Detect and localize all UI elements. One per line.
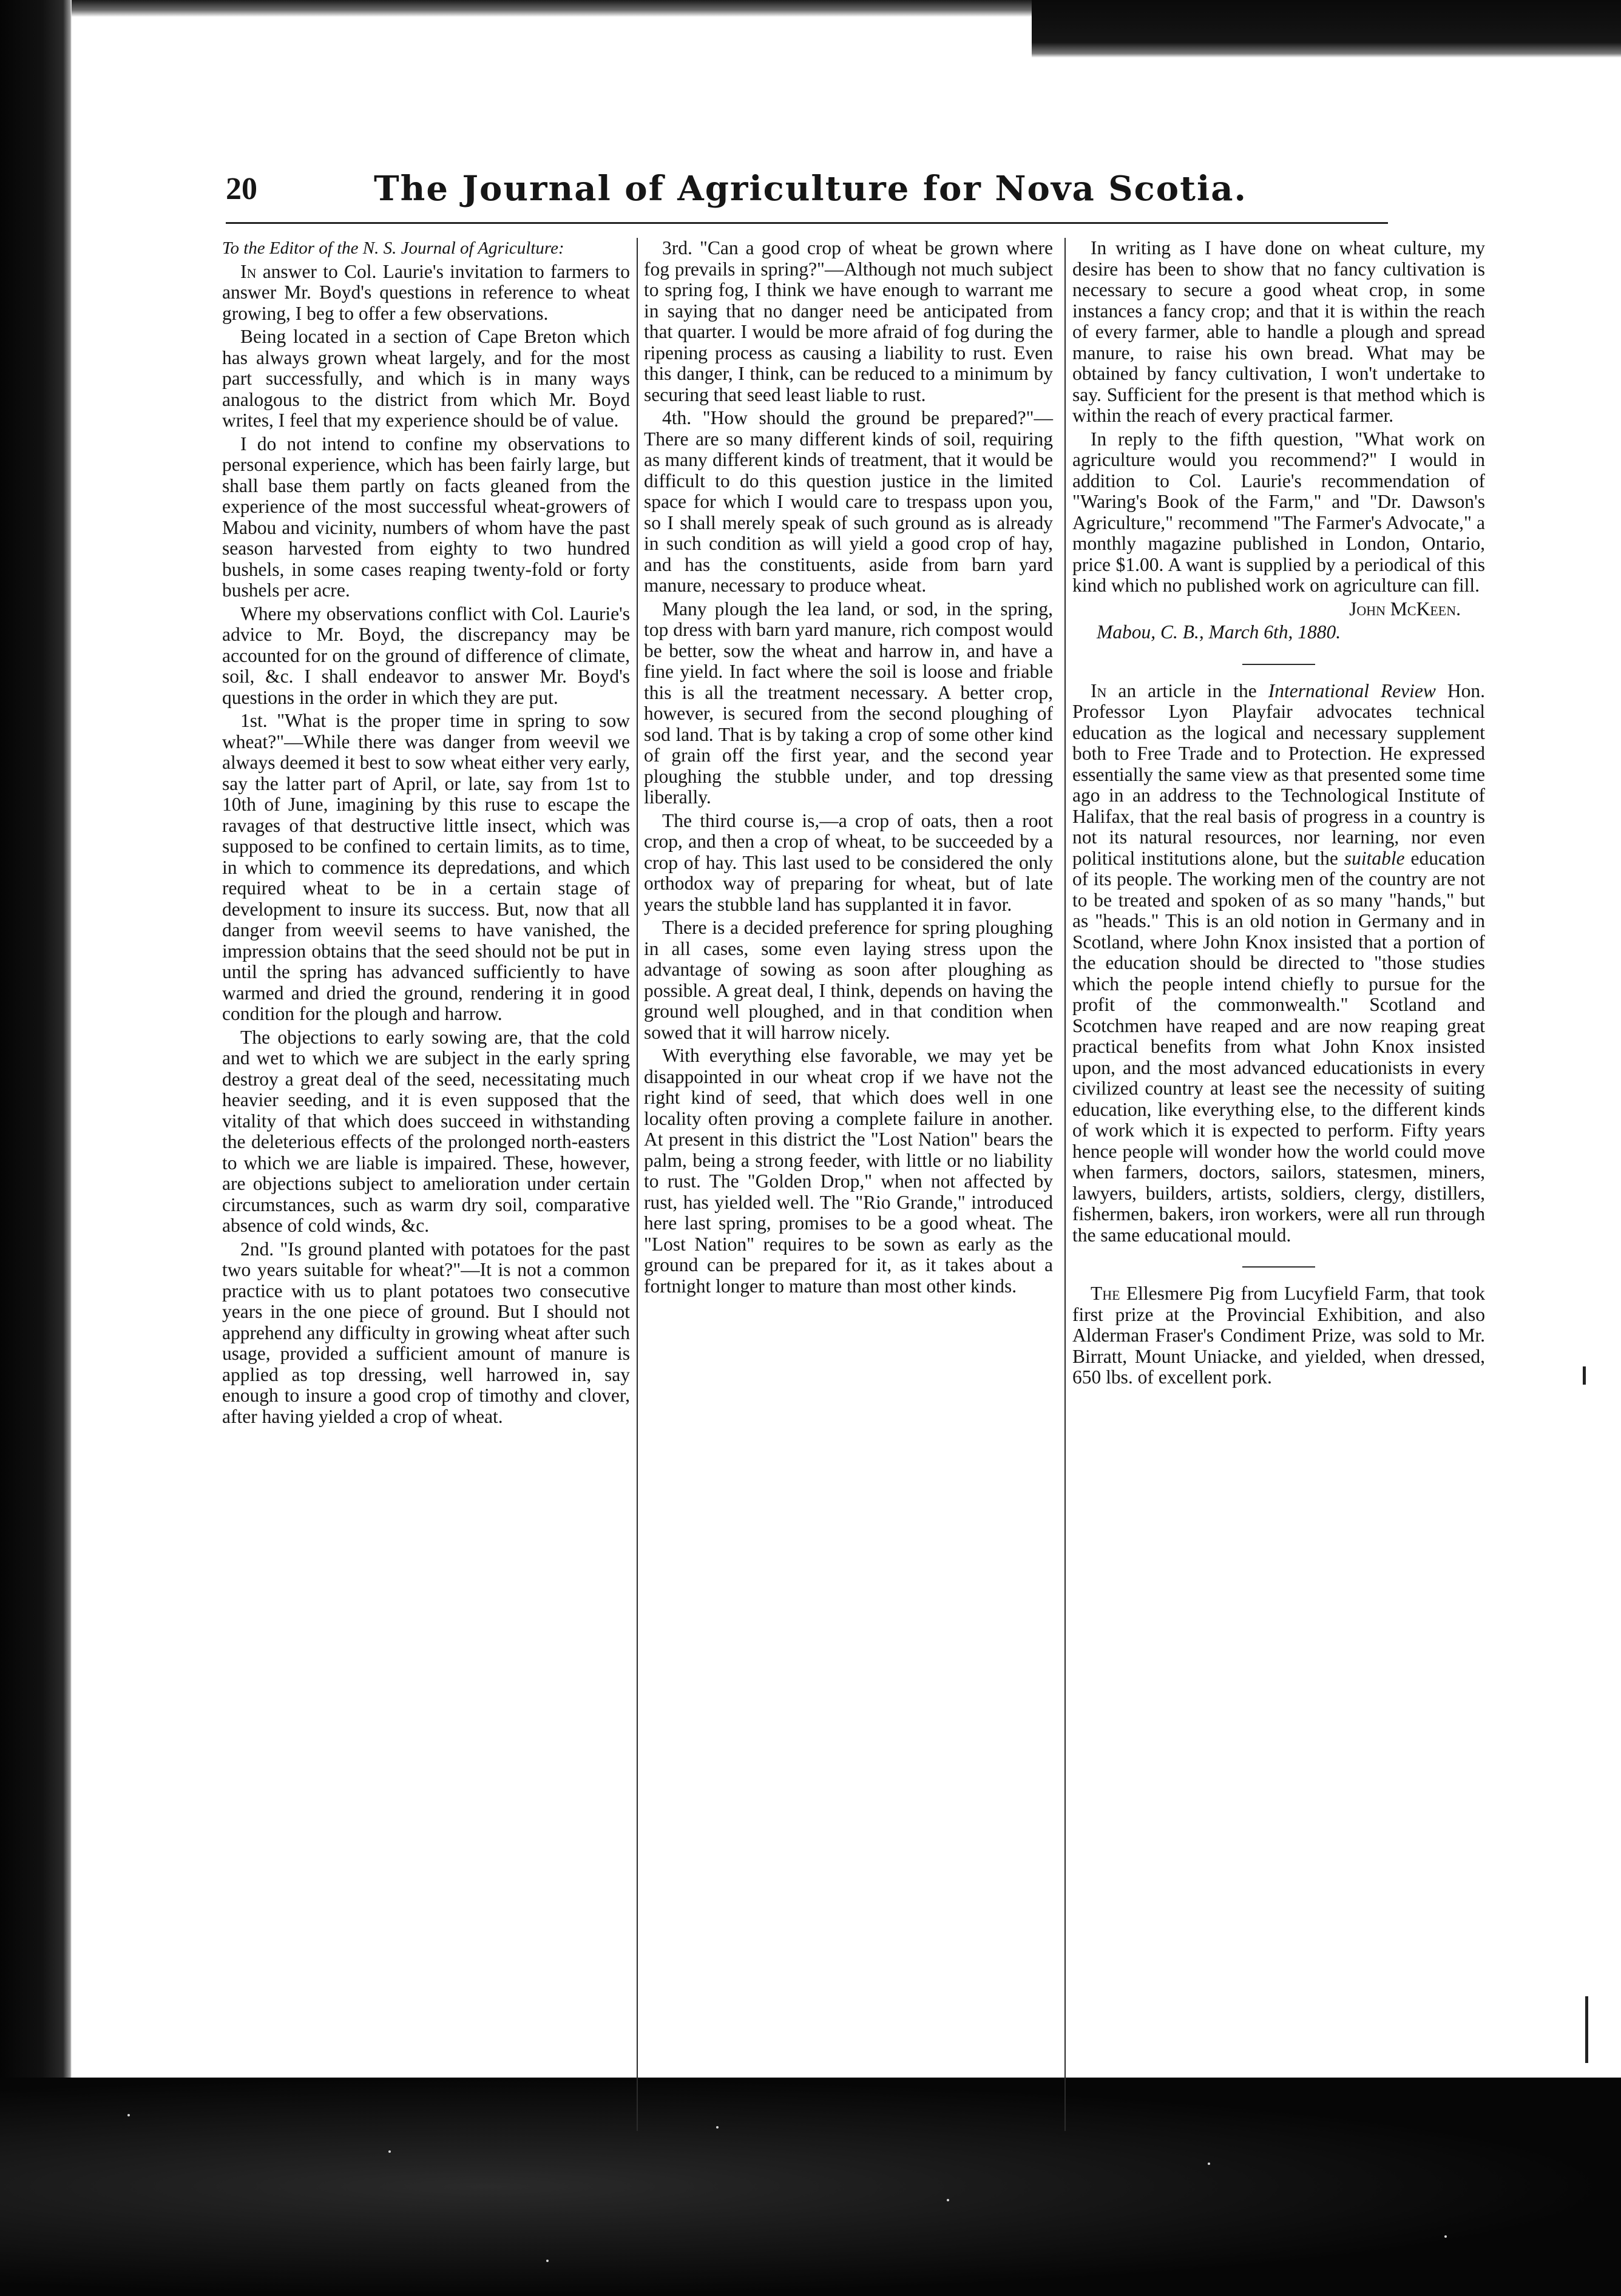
article-paragraph: In an article in the International Review Hon. Professor Lyon Playfair advocates technical education as the logical and necessary supplement both to Free Trade and to Protection. He expressed essentially the same view as that presented some time ago in an address to the Technological Institute of Halifax, that the real basis of progress in a country is not its natural resources, nor learning, nor even political institutions alone, but the suitable education of its people. The working men of the country are not to be treated and spoken of as so many "hands," but as "heads." This is an old notion in Germany and in Scotland, where John Knox insisted that a portion of the education should be directed to "those studies which the people intend chiefly to pursue for the profit of the commonwealth." Scotland and Scotchmen have reaped and are now reaping great practical benefits from what John Knox insisted upon, and the most advanced educationists in every civilized country at least see the necessity of suiting education, like everything else, to the different kinds of work which it is expected to perform. Fifty years hence people will wonder how the world could move when farmers, doctors, sailors, statesmen, miners, lawyers, builders, artists, soldiers, clergy, distillers, fishermen, bakers, iron workers, were all run through the same educational mould.: [1072, 680, 1485, 1246]
journal-title: The Journal of Agriculture for Nova Scotia.: [373, 169, 1248, 209]
margin-mark: [1583, 1366, 1586, 1385]
article-divider: [1242, 1266, 1315, 1268]
letter-paragraph: Many plough the lea land, or sod, in the spring, top dress with barn yard manure, rich compost would be better, sow the wheat and harrow in, and have a fine yield. In fact where the soil is loose and friable this is all the treatment necessary. A better crop, however, is secured from the second ploughing of sod land. That is by taking a crop of some other kind of grain off the first year, and the second year ploughing the stubble under, and top dressing liberally.: [644, 598, 1053, 808]
journal-name: International Review: [1268, 680, 1436, 701]
letter-salutation: To the Editor of the N. S. Journal of Agriculture:: [222, 238, 564, 258]
page-number: 20: [226, 172, 257, 206]
letter-paragraph: Where my observations conflict with Col. Laurie's advice to Mr. Boyd, the discrepancy may be accounted for on the ground of difference of climate, soil, &c. I shall endeavor to answer Mr. Boyd's questions in the order in which they are put.: [222, 603, 630, 708]
letter-paragraph: In writing as I have done on wheat culture, my desire has been to show that no fancy cultivation is necessary to secure a good wheat crop, in some instances a fancy crop; and that it is within the reach of every farmer, able to handle a plough and spread manure, to raise his own bread. What may be obtained by fancy cultivation, I won't undertake to say. Sufficient for the present is that method which is within the reach of every practical farmer.: [1072, 237, 1485, 426]
question-answer: 3rd. "Can a good crop of wheat be grown where fog prevails in spring?"—Although not much subject to spring fog, I think we have enough to warrant me in saying that no danger need be anticipated from that quarter. I would be more afraid of fog during the ripening process as causing a liability to rust. Even this danger, I think, can be reduced to a minimum by securing that seed least liable to rust.: [644, 237, 1053, 405]
letter-paragraph: With everything else favorable, we may yet be disappointed in our wheat crop if we have not the right kind of seed, that which does well in one locality often proving a complete failure in another. At present in this district the "Lost Nation" bears the palm, being a strong feeder, with little or no liability to rust. The "Golden Drop," when not affected by rust, has yielded well. The "Rio Grande," introduced here last spring, promises to be a good wheat. The "Lost Nation" requires to be sown as early as the ground can be prepared for it, as it takes about a fortnight longer to mature than most other kinds.: [644, 1045, 1053, 1297]
scan-border-bottom: [0, 2078, 1621, 2296]
scan-border-top-right: [1032, 0, 1621, 58]
drop-word: In: [1091, 680, 1107, 701]
drop-word: In: [240, 260, 257, 282]
column-rule: [1064, 238, 1066, 2131]
letter-paragraph: There is a decided preference for spring ploughing in all cases, some even laying stress upon the advantage of sowing as soon after ploughing as possible. A great deal, I think, depends on having the ground well ploughed, and in that condition when sowed that it will harrow nicely.: [644, 917, 1053, 1043]
letter-paragraph: In answer to Col. Laurie's invitation to farmers to answer Mr. Boyd's questions in reference to wheat growing, I beg to offer a few observations.: [222, 260, 630, 324]
column-right: [1072, 238, 1485, 1391]
question-answer: 4th. "How should the ground be prepared?"—There are so many different kinds of soil, requiring as many different kinds of treatment, that it would be difficult to do this question justice in the limited space for which I would care to trespass upon you, so I shall merely speak of such ground as is already in such condition as will yield a good crop of hay, and has the constituents, aside from barn yard manure, necessary to produce wheat.: [644, 407, 1053, 596]
letter-signature: John McKeen.: [1349, 598, 1461, 620]
column-left: [222, 238, 630, 1430]
letter-paragraph: The third course is,—a crop of oats, then a root crop, and then a crop of wheat, to be succeeded by a crop of hay. This last used to be considered the only orthodox way of preparing for wheat, but of late years the stubble land has supplanted it in favor.: [644, 809, 1053, 915]
margin-mark: [1585, 1996, 1588, 2063]
question-answer: 2nd. "Is ground planted with potatoes for the past two years suitable for wheat?"—It is not a common practice with us to plant potatoes two consecutive years in the one piece of ground. But I should not apprehend any difficulty in growing wheat after such usage, provided a sufficient amount of manure is applied as top dressing, well harrowed in, say enough to insure a good crop of timothy and clover, after having yielded a crop of wheat.: [222, 1238, 630, 1427]
letter-paragraph: In reply to the fifth question, "What work on agriculture would you recommend?" I would in addition to Col. Laurie's recommendation of "Waring's Book of the Farm," and "Dr. Dawson's Agriculture," recommend "The Farmer's Advocate," a monthly magazine published in London, Ontario, price $1.00. A want is supplied by a periodical of this kind which no published work on agriculture can fill.: [1072, 428, 1485, 596]
header-rule: [226, 222, 1388, 224]
drop-word: The: [1091, 1283, 1120, 1304]
question-answer: 1st. "What is the proper time in spring to sow wheat?"—While there was danger from weevil we always deemed it best to sow wheat either very early, say the latter part of April, or late, say from 1st to 10th of June, imagining by this ruse to escape the ravages of that destructive little insect, which was supposed to be confined to certain limits, as to time, in which to commence its depredations, and which required wheat to be in a certain stage of development to insure its success. But, now that all danger from weevil seems to have vanished, the impression obtains that the seed should not be put in until the spring has advanced sufficiently to have warmed and dried the ground, rendering it in good condition for the plough and harrow.: [222, 710, 630, 1024]
letter-paragraph: The objections to early sowing are, that the cold and wet to which we are subject in the early spring destroy a great deal of the seed, necessitating much heavier seeding, and it is even supposed that the vitality of that which does succeed in withstanding the deleterious effects of the prolonged north-easters to which we are liable is impaired. These, however, are objections subject to amelioration under certain circumstances, such as warm dry soil, comparative absence of cold winds, &c.: [222, 1026, 630, 1236]
scan-border-left: [0, 0, 72, 2296]
column-middle: [644, 238, 1053, 1299]
column-rule: [637, 238, 638, 2131]
letter-paragraph: I do not intend to confine my observations to personal experience, which has been fairly large, but shall base them partly on facts gleaned from the experience of the most successful wheat-growers of Mabou and vicinity, numbers of whom have the past season harvested from eighty to two hundred bushels, in some cases reaping twenty-fold or forty bushels per acre.: [222, 433, 630, 601]
article-paragraph: The Ellesmere Pig from Lucyfield Farm, that took first prize at the Provincial Exhibition, and also Alderman Fraser's Condiment Prize, was sold to Mr. Birratt, Mount Uniacke, and yielded, when dressed, 650 lbs. of excellent pork.: [1072, 1283, 1485, 1388]
letter-paragraph: Being located in a section of Cape Breton which has always grown wheat largely, and for the most part successfully, and which is in many ways analogous to the district from which Mr. Boyd writes, I feel that my experience should be of value.: [222, 326, 630, 431]
letter-dateline: Mabou, C. B., March 6th, 1880.: [1097, 621, 1341, 643]
article-divider: [1242, 664, 1315, 665]
